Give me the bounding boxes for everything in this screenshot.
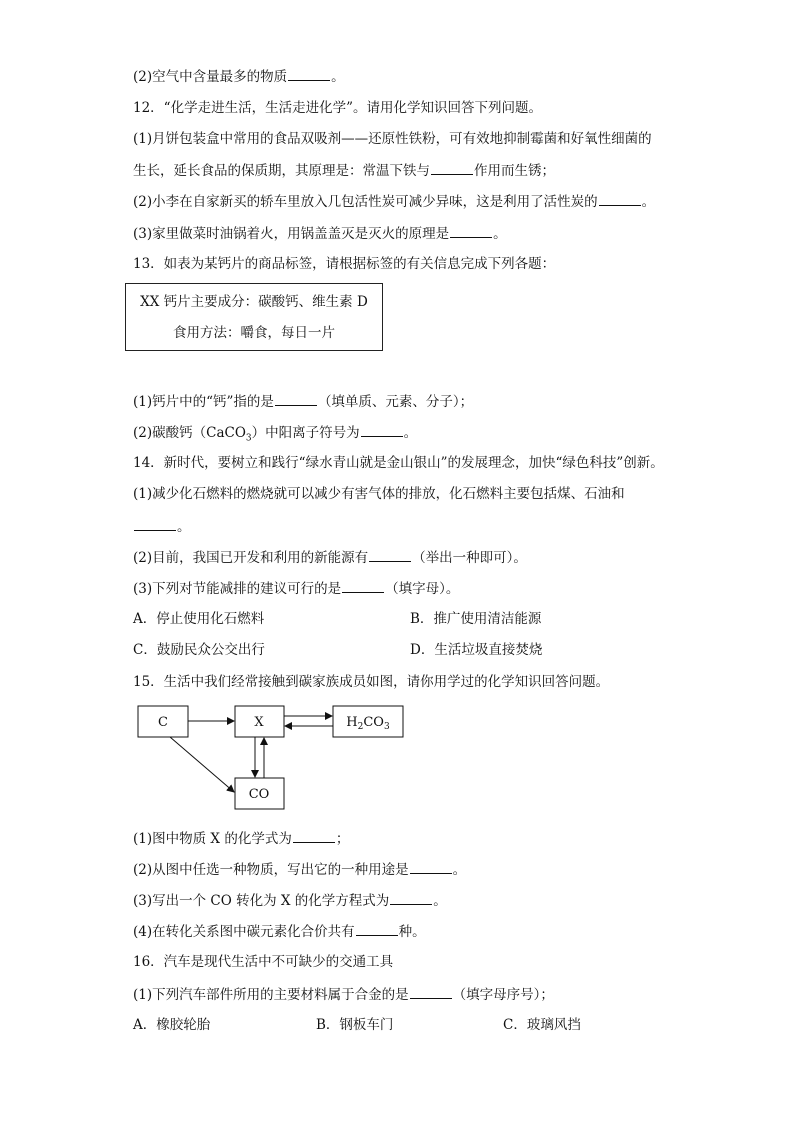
- answer-blank[interactable]: [275, 391, 317, 406]
- q13-part2: (2)碳酸钙（CaCO$_3$）中阳离子符号为 。: [133, 422, 417, 449]
- q13-stem: 13．如表为某钙片的商品标签，请根据标签的有关信息完成下列各题：: [133, 256, 556, 272]
- node-x-label: X: [254, 715, 264, 730]
- q14-part1-line2: 。: [133, 516, 191, 537]
- answer-blank[interactable]: [410, 984, 452, 999]
- answer-blank[interactable]: [356, 921, 398, 936]
- answer-blank[interactable]: [369, 547, 411, 562]
- node-h2co3-label: $H_2CO_3$: [346, 715, 390, 732]
- q14-option-d[interactable]: D．生活垃圾直接焚烧: [410, 642, 543, 658]
- q14-part1-line1: (1)减少化石燃料的燃烧就可以减少有害气体的排放，化石燃料主要包括煤、石油和: [133, 486, 625, 502]
- q12-part3: (3)家里做菜时油锅着火，用锅盖盖灭是灭火的原理是 。: [133, 223, 507, 244]
- q11-part2: (2)空气中含量最多的物质 。: [133, 66, 345, 87]
- answer-blank[interactable]: [410, 859, 452, 874]
- answer-blank[interactable]: [134, 516, 176, 531]
- q15-part1: (1)图中物质 X 的化学式为 ；: [133, 828, 349, 849]
- carbon-family-diagram: [130, 700, 420, 815]
- answer-blank[interactable]: [599, 191, 641, 206]
- q15-stem: 15．生活中我们经常接触到碳家族成员如图，请你用学过的化学知识回答问题。: [133, 674, 610, 690]
- q12-stem: 12．“化学走进生活，生活走进化学”。请用化学知识回答下列问题。: [133, 100, 542, 116]
- q15-part3: (3)写出一个 CO 转化为 X 的化学方程式为 。: [133, 890, 447, 911]
- q15-part4: (4)在转化关系图中碳元素化合价共有 种。: [133, 921, 426, 942]
- q16-option-c[interactable]: C．玻璃风挡: [503, 1017, 581, 1033]
- q16-option-b[interactable]: B．钢板车门: [316, 1017, 394, 1033]
- node-co-label: CO: [248, 787, 270, 802]
- q14-option-b[interactable]: B．推广使用清洁能源: [410, 611, 542, 627]
- node-c-label: C: [158, 715, 168, 730]
- answer-blank[interactable]: [293, 828, 335, 843]
- q15-part2: (2)从图中任选一种物质，写出它的一种用途是 。: [133, 859, 466, 880]
- q13-part1: (1)钙片中的“钙”指的是 （填单质、元素、分子）；: [133, 391, 473, 412]
- label-ingredients: XX 钙片主要成分：碳酸钙、维生素 D: [140, 294, 368, 310]
- answer-blank[interactable]: [390, 890, 432, 905]
- q11-part2-text: (2)空气中含量最多的物质: [133, 69, 288, 85]
- label-usage: 食用方法：嚼食，每日一片: [173, 325, 335, 341]
- arrow-c-to-co: [170, 737, 234, 792]
- q12-part1-line1: (1)月饼包装盒中常用的食品双吸剂——还原性铁粉，可有效地抑制霉菌和好氧性细菌的: [133, 131, 652, 147]
- answer-blank[interactable]: [288, 66, 330, 81]
- q12-part2: (2)小李在自家新买的轿车里放入几包活性炭可减少异味，这是利用了活性炭的 。: [133, 191, 655, 212]
- answer-blank[interactable]: [450, 223, 492, 238]
- product-label-box: [125, 283, 383, 351]
- q14-part2: (2)目前，我国已开发和利用的新能源有 （举出一种即可）。: [133, 547, 527, 568]
- answer-blank[interactable]: [431, 160, 473, 175]
- q14-part3: (3)下列对节能减排的建议可行的是 （填字母）。: [133, 578, 459, 599]
- q16-option-a[interactable]: A．橡胶轮胎: [133, 1017, 211, 1033]
- q14-stem: 14．新时代，要树立和践行“绿水青山就是金山银山”的发展理念，加快“绿色科技”创新。: [133, 455, 664, 471]
- answer-blank[interactable]: [361, 422, 403, 437]
- q14-option-c[interactable]: C．鼓励民众公交出行: [133, 642, 265, 658]
- q16-stem: 16．汽车是现代生活中不可缺少的交通工具: [133, 954, 394, 970]
- q12-part1-line2: 生长，延长食品的保质期，其原理是：常温下铁与 作用而生锈；: [133, 160, 555, 181]
- q16-part1: (1)下列汽车部件所用的主要材料属于合金的是 （填字母序号）；: [133, 984, 554, 1005]
- answer-blank[interactable]: [342, 578, 384, 593]
- q14-option-a[interactable]: A．停止使用化石燃料: [133, 611, 265, 627]
